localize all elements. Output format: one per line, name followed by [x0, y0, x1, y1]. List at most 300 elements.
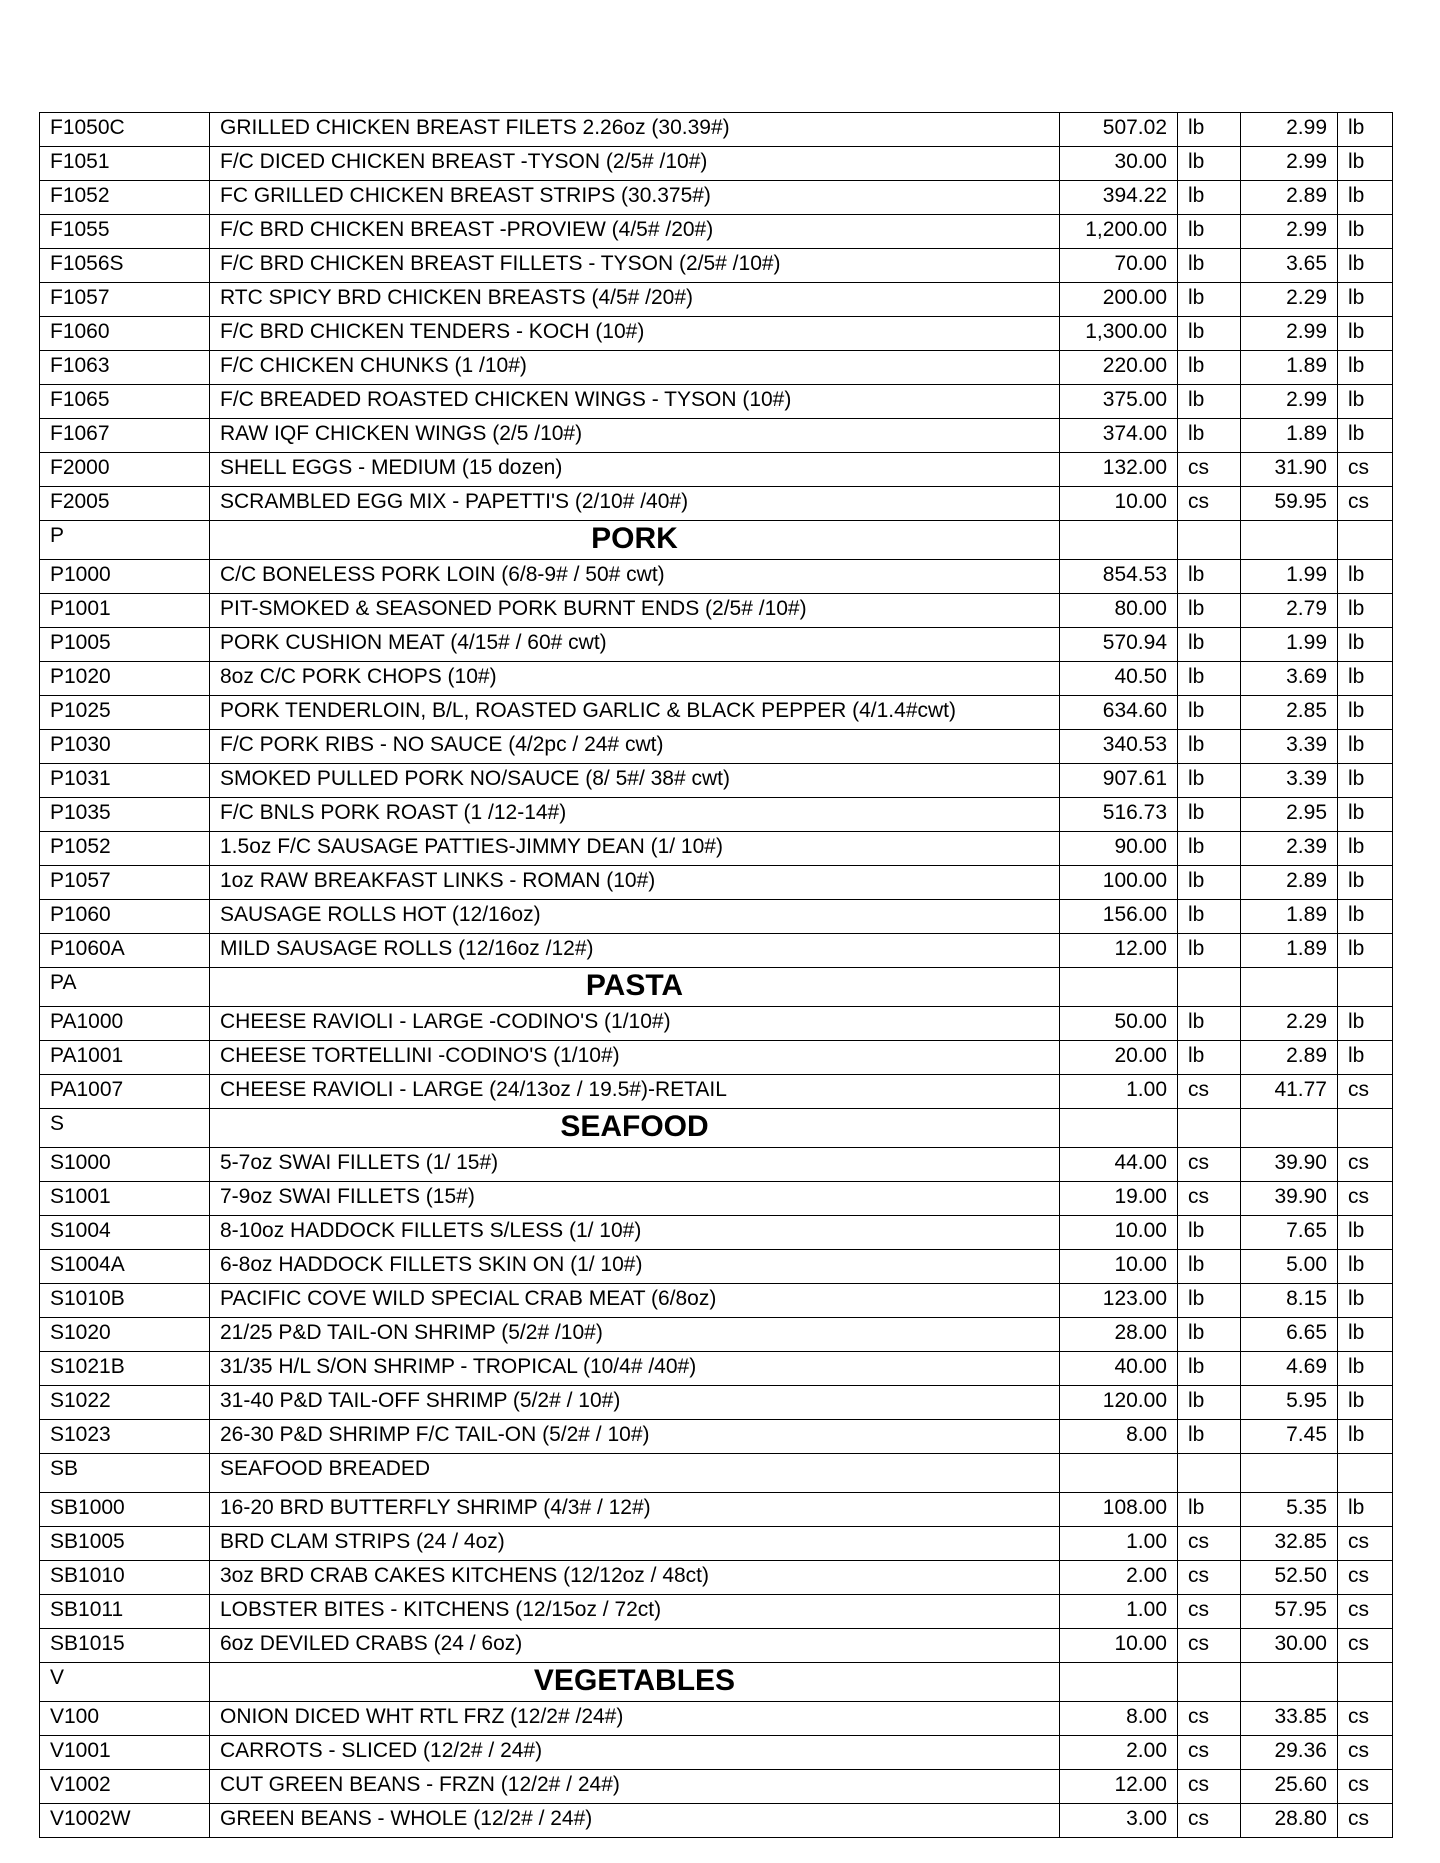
price: 2.99 — [1241, 385, 1338, 419]
quantity: 28.00 — [1060, 1318, 1178, 1352]
quantity: 1.00 — [1060, 1075, 1178, 1109]
quantity: 2.00 — [1060, 1736, 1178, 1770]
product-description: CHEESE RAVIOLI - LARGE -CODINO'S (1/10#) — [210, 1007, 1060, 1041]
quantity: 19.00 — [1060, 1182, 1178, 1216]
quantity-unit: lb — [1178, 147, 1241, 181]
empty-cell — [1338, 968, 1393, 1007]
quantity-unit: lb — [1178, 1493, 1241, 1527]
quantity: 132.00 — [1060, 453, 1178, 487]
product-description: F/C BRD CHICKEN TENDERS - KOCH (10#) — [210, 317, 1060, 351]
price: 5.00 — [1241, 1250, 1338, 1284]
product-code: S1010B — [40, 1284, 210, 1318]
empty-cell — [1338, 521, 1393, 560]
product-description: 8-10oz HADDOCK FILLETS S/LESS (1/ 10#) — [210, 1216, 1060, 1250]
product-row — [40, 1284, 1393, 1318]
quantity-unit: cs — [1178, 1736, 1241, 1770]
quantity: 507.02 — [1060, 113, 1178, 147]
price: 52.50 — [1241, 1561, 1338, 1595]
category-title: PASTA — [210, 968, 1060, 1007]
empty-cell — [1178, 968, 1241, 1007]
price: 1.89 — [1241, 419, 1338, 453]
quantity: 30.00 — [1060, 147, 1178, 181]
product-code: S1001 — [40, 1182, 210, 1216]
price: 32.85 — [1241, 1527, 1338, 1561]
product-description: 1.5oz F/C SAUSAGE PATTIES-JIMMY DEAN (1/ 10#) — [210, 832, 1060, 866]
quantity: 3.00 — [1060, 1804, 1178, 1838]
product-row — [40, 249, 1393, 283]
product-row — [40, 1804, 1393, 1838]
price: 2.29 — [1241, 1007, 1338, 1041]
empty-cell — [1241, 968, 1338, 1007]
price-unit: lb — [1338, 1352, 1393, 1386]
quantity-unit: cs — [1178, 1770, 1241, 1804]
price: 6.65 — [1241, 1318, 1338, 1352]
quantity-unit: cs — [1178, 453, 1241, 487]
quantity-unit: cs — [1178, 1182, 1241, 1216]
product-code: V1002W — [40, 1804, 210, 1838]
quantity: 1.00 — [1060, 1595, 1178, 1629]
price: 31.90 — [1241, 453, 1338, 487]
product-description: 5-7oz SWAI FILLETS (1/ 15#) — [210, 1148, 1060, 1182]
price-unit: cs — [1338, 1804, 1393, 1838]
product-code: P1052 — [40, 832, 210, 866]
product-row — [40, 1148, 1393, 1182]
price: 2.99 — [1241, 147, 1338, 181]
product-row — [40, 1250, 1393, 1284]
quantity: 12.00 — [1060, 934, 1178, 968]
empty-cell — [1060, 968, 1178, 1007]
product-description: F/C BRD CHICKEN BREAST FILLETS - TYSON (2/5# /10#) — [210, 249, 1060, 283]
product-row — [40, 1702, 1393, 1736]
product-description: CUT GREEN BEANS - FRZN (12/2# / 24#) — [210, 1770, 1060, 1804]
product-row — [40, 1318, 1393, 1352]
price-unit: lb — [1338, 113, 1393, 147]
product-code: P1025 — [40, 696, 210, 730]
price-unit: lb — [1338, 1250, 1393, 1284]
product-description: PIT-SMOKED & SEASONED PORK BURNT ENDS (2/5# /10#) — [210, 594, 1060, 628]
product-code: S1004A — [40, 1250, 210, 1284]
product-description: RTC SPICY BRD CHICKEN BREASTS (4/5# /20#) — [210, 283, 1060, 317]
price-unit: lb — [1338, 866, 1393, 900]
quantity: 220.00 — [1060, 351, 1178, 385]
quantity-unit: lb — [1178, 215, 1241, 249]
product-code: S1020 — [40, 1318, 210, 1352]
quantity-unit: lb — [1178, 866, 1241, 900]
product-code: PA1007 — [40, 1075, 210, 1109]
price: 7.45 — [1241, 1420, 1338, 1454]
product-code: P1001 — [40, 594, 210, 628]
quantity-unit: lb — [1178, 934, 1241, 968]
product-row — [40, 419, 1393, 453]
price: 3.65 — [1241, 249, 1338, 283]
product-description: ONION DICED WHT RTL FRZ (12/2# /24#) — [210, 1702, 1060, 1736]
price-unit: lb — [1338, 419, 1393, 453]
price: 2.89 — [1241, 866, 1338, 900]
quantity: 80.00 — [1060, 594, 1178, 628]
product-code: F1067 — [40, 419, 210, 453]
product-row — [40, 1075, 1393, 1109]
price-unit: lb — [1338, 283, 1393, 317]
price: 3.69 — [1241, 662, 1338, 696]
price: 2.95 — [1241, 798, 1338, 832]
product-row — [40, 1527, 1393, 1561]
product-row — [40, 934, 1393, 968]
price-unit: lb — [1338, 764, 1393, 798]
product-code: F1056S — [40, 249, 210, 283]
price: 4.69 — [1241, 1352, 1338, 1386]
quantity: 1,300.00 — [1060, 317, 1178, 351]
quantity-unit: cs — [1178, 487, 1241, 521]
price: 2.99 — [1241, 215, 1338, 249]
product-description: CARROTS - SLICED (12/2# / 24#) — [210, 1736, 1060, 1770]
price-unit: lb — [1338, 696, 1393, 730]
price: 33.85 — [1241, 1702, 1338, 1736]
empty-cell — [1338, 1454, 1393, 1493]
product-description: PACIFIC COVE WILD SPECIAL CRAB MEAT (6/8oz) — [210, 1284, 1060, 1318]
price-unit: lb — [1338, 147, 1393, 181]
price-unit: cs — [1338, 487, 1393, 521]
product-description: F/C BREADED ROASTED CHICKEN WINGS - TYSON (10#) — [210, 385, 1060, 419]
price-unit: lb — [1338, 900, 1393, 934]
empty-cell — [1060, 521, 1178, 560]
product-description: GREEN BEANS - WHOLE (12/2# / 24#) — [210, 1804, 1060, 1838]
product-description: 1oz RAW BREAKFAST LINKS - ROMAN (10#) — [210, 866, 1060, 900]
empty-cell — [1241, 1454, 1338, 1493]
price: 1.89 — [1241, 351, 1338, 385]
category-row — [40, 968, 1393, 1007]
price: 25.60 — [1241, 1770, 1338, 1804]
product-code: F1057 — [40, 283, 210, 317]
quantity-unit: lb — [1178, 696, 1241, 730]
empty-cell — [1241, 521, 1338, 560]
quantity: 2.00 — [1060, 1561, 1178, 1595]
price: 30.00 — [1241, 1629, 1338, 1663]
product-code: SB1005 — [40, 1527, 210, 1561]
price-unit: cs — [1338, 453, 1393, 487]
category-code: V — [40, 1663, 210, 1702]
quantity: 44.00 — [1060, 1148, 1178, 1182]
product-code: S1000 — [40, 1148, 210, 1182]
product-row — [40, 1182, 1393, 1216]
product-code: F1065 — [40, 385, 210, 419]
category-code: SB — [40, 1454, 210, 1493]
price-unit: cs — [1338, 1629, 1393, 1663]
quantity-unit: lb — [1178, 283, 1241, 317]
quantity: 10.00 — [1060, 1216, 1178, 1250]
price-unit: lb — [1338, 1216, 1393, 1250]
product-description: MILD SAUSAGE ROLLS (12/16oz /12#) — [210, 934, 1060, 968]
product-description: 6oz DEVILED CRABS (24 / 6oz) — [210, 1629, 1060, 1663]
product-row — [40, 351, 1393, 385]
price: 2.99 — [1241, 113, 1338, 147]
product-description: SHELL EGGS - MEDIUM (15 dozen) — [210, 453, 1060, 487]
price-list-body — [40, 113, 1393, 1838]
price-unit: cs — [1338, 1148, 1393, 1182]
product-code: PA1001 — [40, 1041, 210, 1075]
category-title: SEAFOOD BREADED — [210, 1454, 1060, 1493]
product-code: P1020 — [40, 662, 210, 696]
product-description: SMOKED PULLED PORK NO/SAUCE (8/ 5#/ 38# cwt) — [210, 764, 1060, 798]
price: 2.89 — [1241, 181, 1338, 215]
quantity-unit: lb — [1178, 900, 1241, 934]
quantity: 10.00 — [1060, 1629, 1178, 1663]
category-title: VEGETABLES — [210, 1663, 1060, 1702]
product-row — [40, 215, 1393, 249]
product-row — [40, 1770, 1393, 1804]
empty-cell — [1178, 1663, 1241, 1702]
product-row — [40, 628, 1393, 662]
product-description: CHEESE TORTELLINI -CODINO'S (1/10#) — [210, 1041, 1060, 1075]
product-code: V100 — [40, 1702, 210, 1736]
price: 2.89 — [1241, 1041, 1338, 1075]
product-description: GRILLED CHICKEN BREAST FILETS 2.26oz (30.39#) — [210, 113, 1060, 147]
price: 1.99 — [1241, 628, 1338, 662]
product-row — [40, 1386, 1393, 1420]
quantity-unit: cs — [1178, 1702, 1241, 1736]
empty-cell — [1338, 1109, 1393, 1148]
empty-cell — [1060, 1454, 1178, 1493]
product-description: SCRAMBLED EGG MIX - PAPETTI'S (2/10# /40#) — [210, 487, 1060, 521]
quantity: 375.00 — [1060, 385, 1178, 419]
quantity-unit: lb — [1178, 1216, 1241, 1250]
quantity: 1,200.00 — [1060, 215, 1178, 249]
empty-cell — [1060, 1109, 1178, 1148]
quantity-unit: lb — [1178, 798, 1241, 832]
category-row — [40, 1663, 1393, 1702]
price-unit: cs — [1338, 1527, 1393, 1561]
quantity: 634.60 — [1060, 696, 1178, 730]
product-code: P1005 — [40, 628, 210, 662]
product-description: FC GRILLED CHICKEN BREAST STRIPS (30.375#) — [210, 181, 1060, 215]
product-row — [40, 1629, 1393, 1663]
price-unit: lb — [1338, 215, 1393, 249]
price: 2.39 — [1241, 832, 1338, 866]
product-row — [40, 317, 1393, 351]
quantity-unit: cs — [1178, 1075, 1241, 1109]
product-row — [40, 1041, 1393, 1075]
quantity-unit: lb — [1178, 1041, 1241, 1075]
quantity-unit: lb — [1178, 351, 1241, 385]
product-code: P1057 — [40, 866, 210, 900]
product-code: P1060A — [40, 934, 210, 968]
quantity: 70.00 — [1060, 249, 1178, 283]
product-code: F2000 — [40, 453, 210, 487]
quantity: 10.00 — [1060, 1250, 1178, 1284]
quantity-unit: lb — [1178, 628, 1241, 662]
product-description: 31-40 P&D TAIL-OFF SHRIMP (5/2# / 10#) — [210, 1386, 1060, 1420]
product-description: F/C CHICKEN CHUNKS (1 /10#) — [210, 351, 1060, 385]
price: 7.65 — [1241, 1216, 1338, 1250]
empty-cell — [1178, 1454, 1241, 1493]
product-code: P1000 — [40, 560, 210, 594]
product-row — [40, 1216, 1393, 1250]
price: 3.39 — [1241, 764, 1338, 798]
price: 39.90 — [1241, 1182, 1338, 1216]
quantity: 374.00 — [1060, 419, 1178, 453]
price-unit: lb — [1338, 594, 1393, 628]
price: 39.90 — [1241, 1148, 1338, 1182]
empty-cell — [1241, 1663, 1338, 1702]
product-description: 6-8oz HADDOCK FILLETS SKIN ON (1/ 10#) — [210, 1250, 1060, 1284]
product-code: SB1000 — [40, 1493, 210, 1527]
empty-cell — [1060, 1663, 1178, 1702]
product-code: F1055 — [40, 215, 210, 249]
empty-cell — [1178, 521, 1241, 560]
quantity-unit: lb — [1178, 832, 1241, 866]
price-unit: lb — [1338, 628, 1393, 662]
price: 1.89 — [1241, 934, 1338, 968]
quantity-unit: cs — [1178, 1629, 1241, 1663]
product-code: S1021B — [40, 1352, 210, 1386]
product-row — [40, 764, 1393, 798]
price-unit: lb — [1338, 1284, 1393, 1318]
quantity-unit: lb — [1178, 1318, 1241, 1352]
product-description: 7-9oz SWAI FILLETS (15#) — [210, 1182, 1060, 1216]
price-unit: cs — [1338, 1595, 1393, 1629]
quantity: 40.50 — [1060, 662, 1178, 696]
product-description: RAW IQF CHICKEN WINGS (2/5 /10#) — [210, 419, 1060, 453]
quantity: 200.00 — [1060, 283, 1178, 317]
product-row — [40, 147, 1393, 181]
price-unit: lb — [1338, 317, 1393, 351]
price: 5.95 — [1241, 1386, 1338, 1420]
quantity: 340.53 — [1060, 730, 1178, 764]
quantity: 20.00 — [1060, 1041, 1178, 1075]
product-description: F/C PORK RIBS - NO SAUCE (4/2pc / 24# cwt) — [210, 730, 1060, 764]
price: 2.29 — [1241, 283, 1338, 317]
price: 41.77 — [1241, 1075, 1338, 1109]
quantity: 854.53 — [1060, 560, 1178, 594]
quantity: 50.00 — [1060, 1007, 1178, 1041]
quantity: 8.00 — [1060, 1420, 1178, 1454]
product-row — [40, 385, 1393, 419]
price: 2.79 — [1241, 594, 1338, 628]
price: 29.36 — [1241, 1736, 1338, 1770]
product-code: PA1000 — [40, 1007, 210, 1041]
product-code: P1060 — [40, 900, 210, 934]
product-description: F/C BRD CHICKEN BREAST -PROVIEW (4/5# /20#) — [210, 215, 1060, 249]
product-code: SB1015 — [40, 1629, 210, 1663]
product-description: CHEESE RAVIOLI - LARGE (24/13oz / 19.5#)-RETAIL — [210, 1075, 1060, 1109]
price-unit: lb — [1338, 385, 1393, 419]
quantity-unit: lb — [1178, 419, 1241, 453]
quantity-unit: lb — [1178, 594, 1241, 628]
quantity: 1.00 — [1060, 1527, 1178, 1561]
price-unit: lb — [1338, 730, 1393, 764]
quantity: 90.00 — [1060, 832, 1178, 866]
price: 8.15 — [1241, 1284, 1338, 1318]
price: 2.85 — [1241, 696, 1338, 730]
price-unit: lb — [1338, 1041, 1393, 1075]
quantity-unit: lb — [1178, 317, 1241, 351]
price-unit: lb — [1338, 181, 1393, 215]
product-row — [40, 1007, 1393, 1041]
product-description: 3oz BRD CRAB CAKES KITCHENS (12/12oz / 48ct) — [210, 1561, 1060, 1595]
product-description: 21/25 P&D TAIL-ON SHRIMP (5/2# /10#) — [210, 1318, 1060, 1352]
price: 3.39 — [1241, 730, 1338, 764]
price: 59.95 — [1241, 487, 1338, 521]
quantity-unit: lb — [1178, 113, 1241, 147]
price-unit: lb — [1338, 351, 1393, 385]
product-row — [40, 113, 1393, 147]
product-code: F1050C — [40, 113, 210, 147]
price-unit: lb — [1338, 1420, 1393, 1454]
quantity-unit: lb — [1178, 249, 1241, 283]
product-row — [40, 730, 1393, 764]
price-unit: lb — [1338, 798, 1393, 832]
quantity-unit: lb — [1178, 1007, 1241, 1041]
price-unit: cs — [1338, 1736, 1393, 1770]
quantity-unit: cs — [1178, 1561, 1241, 1595]
product-row — [40, 1595, 1393, 1629]
product-description: LOBSTER BITES - KITCHENS (12/15oz / 72ct) — [210, 1595, 1060, 1629]
price-unit: cs — [1338, 1770, 1393, 1804]
product-description: F/C DICED CHICKEN BREAST -TYSON (2/5# /10#) — [210, 147, 1060, 181]
product-row — [40, 1420, 1393, 1454]
quantity: 108.00 — [1060, 1493, 1178, 1527]
product-code: P1030 — [40, 730, 210, 764]
price-unit: cs — [1338, 1561, 1393, 1595]
product-code: F1060 — [40, 317, 210, 351]
product-row — [40, 487, 1393, 521]
quantity-unit: cs — [1178, 1148, 1241, 1182]
product-row — [40, 866, 1393, 900]
quantity-unit: lb — [1178, 1352, 1241, 1386]
price-unit: lb — [1338, 934, 1393, 968]
category-title: PORK — [210, 521, 1060, 560]
price-unit: lb — [1338, 1318, 1393, 1352]
product-code: F1051 — [40, 147, 210, 181]
quantity-unit: lb — [1178, 1420, 1241, 1454]
quantity-unit: lb — [1178, 560, 1241, 594]
category-code: S — [40, 1109, 210, 1148]
price: 28.80 — [1241, 1804, 1338, 1838]
quantity: 394.22 — [1060, 181, 1178, 215]
product-code: F1052 — [40, 181, 210, 215]
quantity: 120.00 — [1060, 1386, 1178, 1420]
price: 5.35 — [1241, 1493, 1338, 1527]
quantity-unit: lb — [1178, 730, 1241, 764]
quantity: 8.00 — [1060, 1702, 1178, 1736]
price-list-table — [39, 112, 1393, 1838]
product-code: F2005 — [40, 487, 210, 521]
product-row — [40, 594, 1393, 628]
category-title: SEAFOOD — [210, 1109, 1060, 1148]
product-code: S1023 — [40, 1420, 210, 1454]
product-row — [40, 560, 1393, 594]
product-code: SB1011 — [40, 1595, 210, 1629]
quantity-unit: cs — [1178, 1595, 1241, 1629]
price: 2.99 — [1241, 317, 1338, 351]
price: 1.89 — [1241, 900, 1338, 934]
price-unit: lb — [1338, 1386, 1393, 1420]
price-unit: lb — [1338, 560, 1393, 594]
product-code: S1022 — [40, 1386, 210, 1420]
quantity: 156.00 — [1060, 900, 1178, 934]
category-row — [40, 1454, 1393, 1493]
product-description: PORK CUSHION MEAT (4/15# / 60# cwt) — [210, 628, 1060, 662]
product-row — [40, 1352, 1393, 1386]
category-code: PA — [40, 968, 210, 1007]
product-code: F1063 — [40, 351, 210, 385]
product-code: S1004 — [40, 1216, 210, 1250]
price-unit: lb — [1338, 832, 1393, 866]
product-code: V1002 — [40, 1770, 210, 1804]
product-description: BRD CLAM STRIPS (24 / 4oz) — [210, 1527, 1060, 1561]
product-code: P1031 — [40, 764, 210, 798]
price-unit: lb — [1338, 1007, 1393, 1041]
product-row — [40, 798, 1393, 832]
